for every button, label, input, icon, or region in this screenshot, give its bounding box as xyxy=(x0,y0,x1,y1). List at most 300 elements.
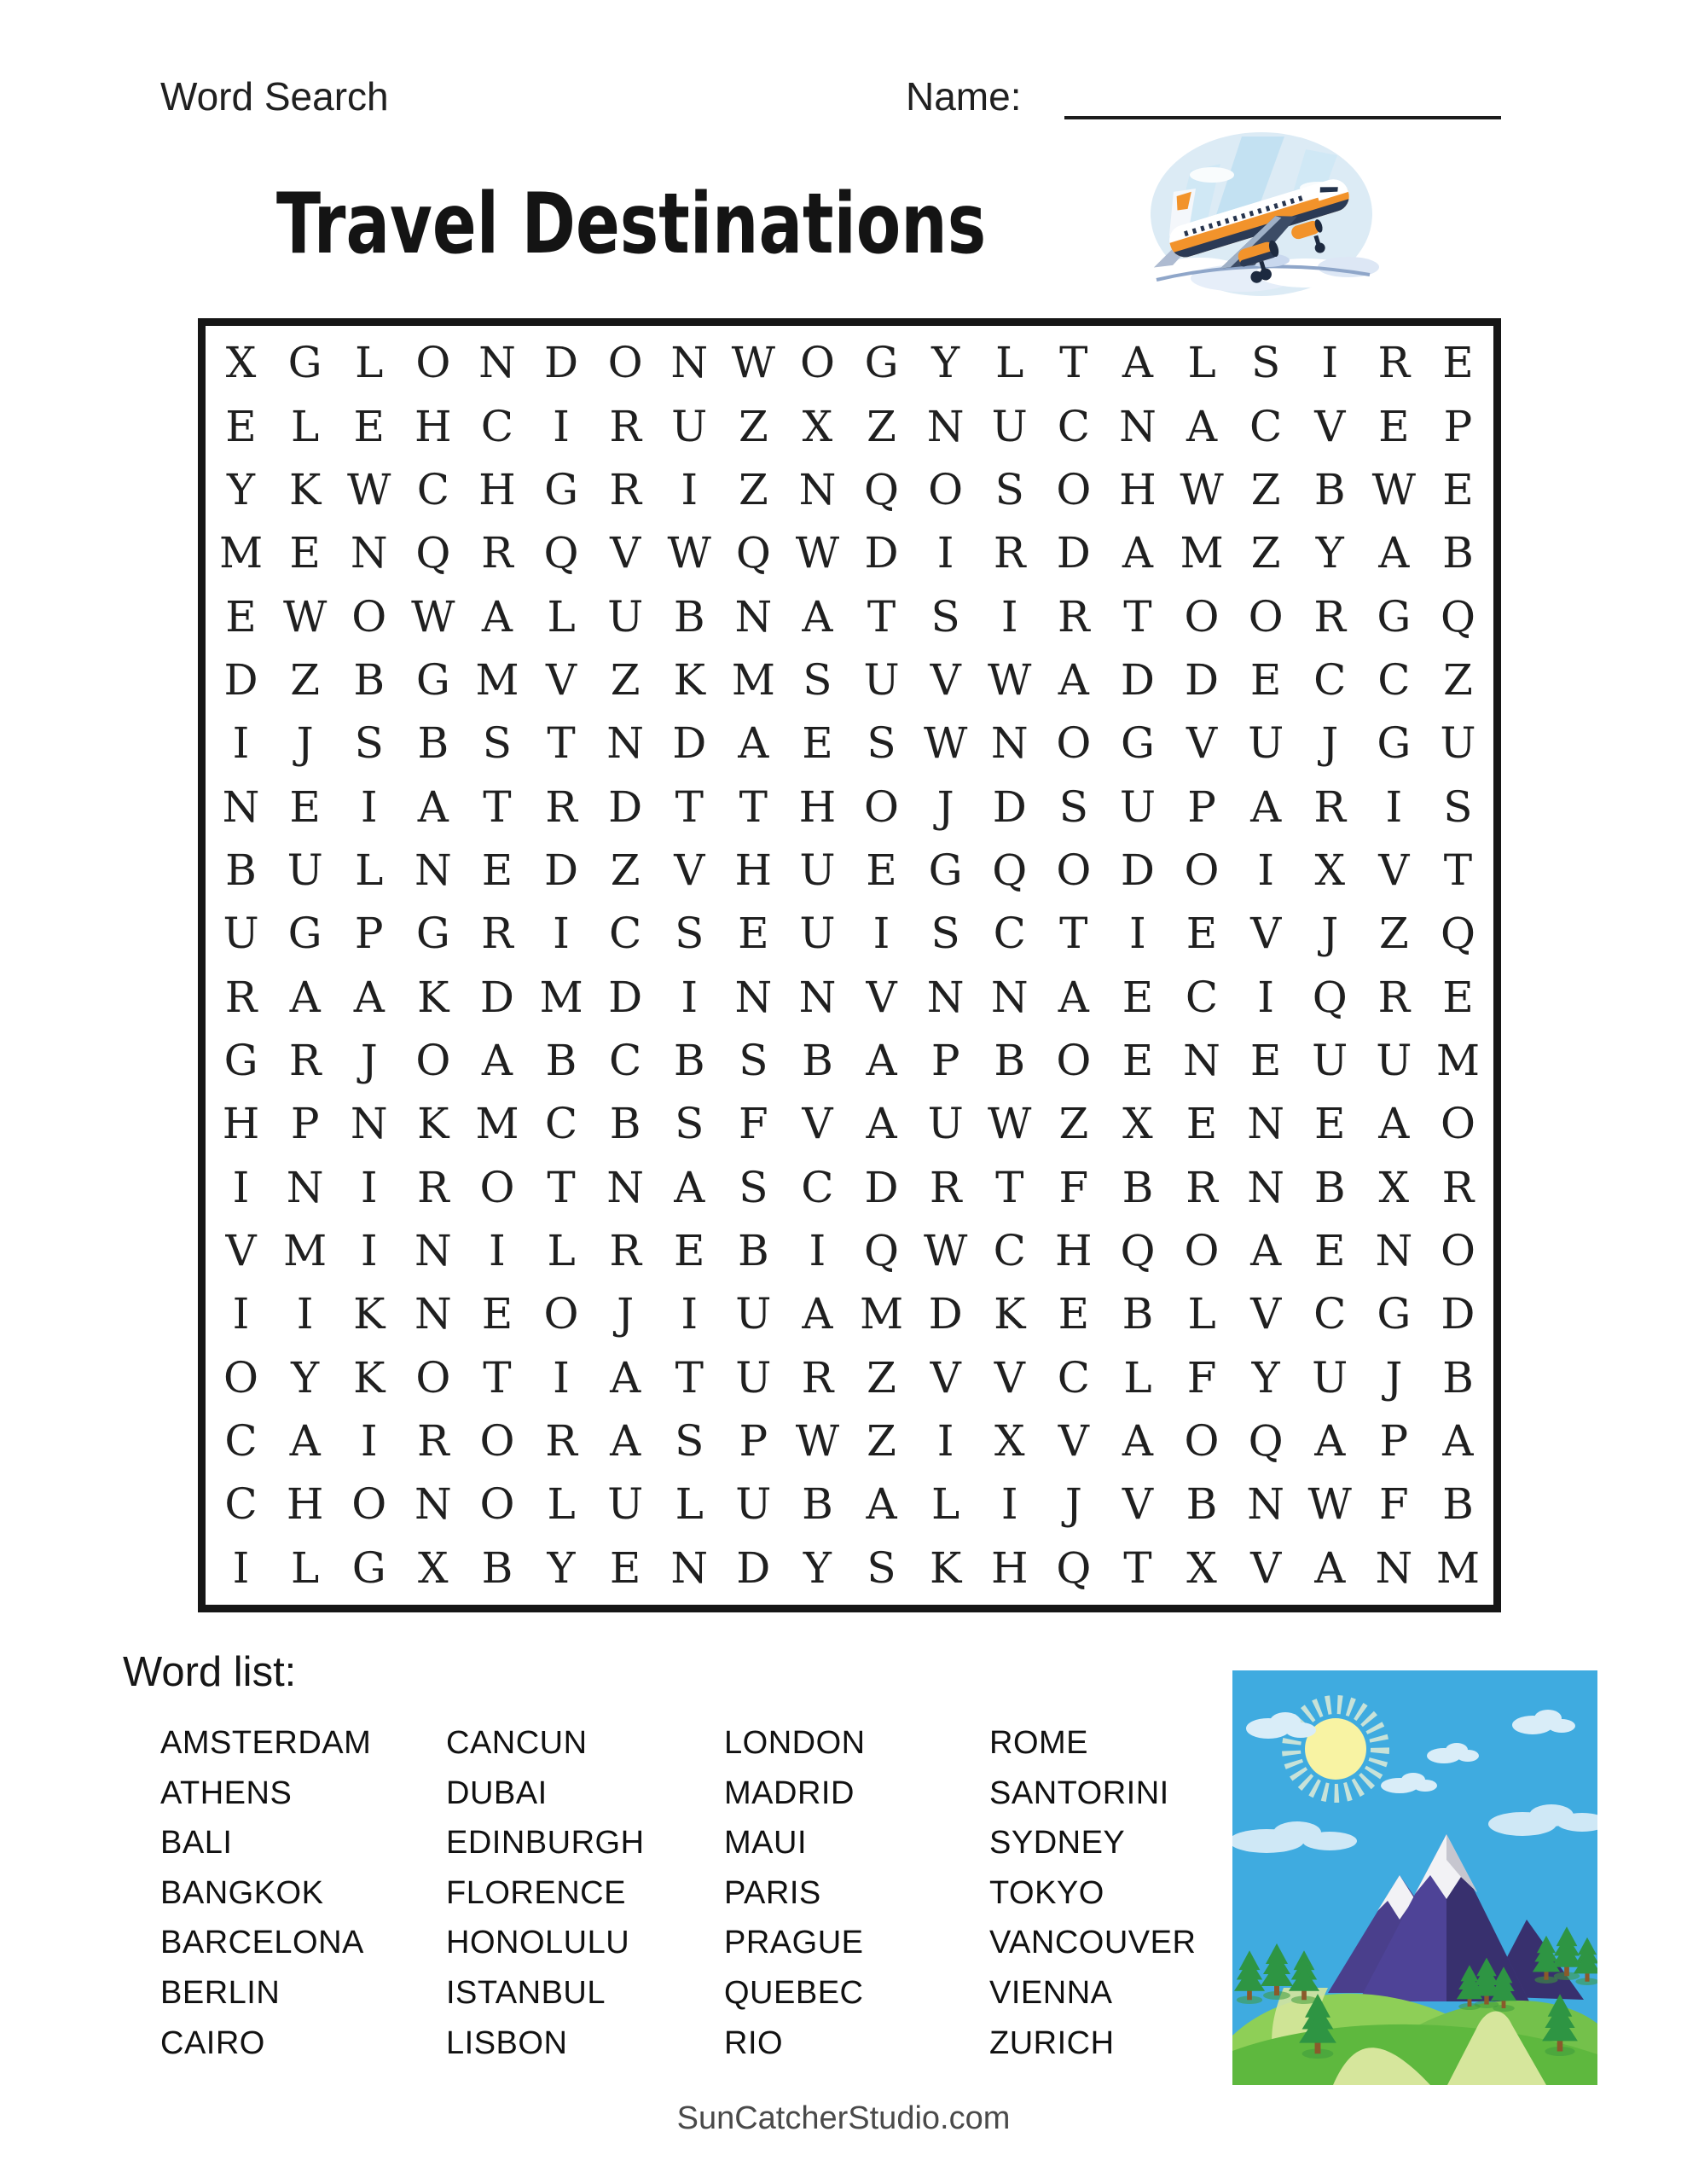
grid-letter: S xyxy=(803,654,832,705)
grid-letter: E xyxy=(1442,338,1474,388)
grid-letter: G xyxy=(544,464,579,514)
grid-letter: B xyxy=(353,654,386,705)
grid-letter: A xyxy=(610,1352,641,1403)
word-list-item: ATHENS xyxy=(160,1774,293,1811)
grid-letter: R xyxy=(1377,972,1411,1022)
grid-letter: O xyxy=(1184,1416,1220,1467)
grid-letter: W xyxy=(1307,1479,1352,1530)
grid-letter: R xyxy=(1058,591,1090,642)
grid-letter: Q xyxy=(1440,591,1475,642)
grid-letter: Z xyxy=(610,845,641,895)
grid-letter: V xyxy=(1314,401,1346,451)
grid-letter: T xyxy=(1443,845,1473,895)
grid-letter: T xyxy=(1059,909,1088,959)
word-list-item: PRAGUE xyxy=(724,1925,864,1961)
grid-letter: G xyxy=(415,654,450,705)
grid-letter: R xyxy=(1313,591,1347,642)
grid-letter: K xyxy=(994,1289,1026,1339)
grid-letter: P xyxy=(739,1416,768,1467)
word-list-item: CAIRO xyxy=(160,2024,265,2061)
grid-letter: X xyxy=(1186,1542,1217,1593)
grid-letter: U xyxy=(607,591,644,642)
grid-letter: Q xyxy=(543,528,579,578)
word-list-item: VIENNA xyxy=(989,1974,1113,2011)
grid-letter: N xyxy=(990,972,1029,1022)
grid-letter: E xyxy=(481,1289,513,1339)
grid-letter: A xyxy=(417,781,449,832)
grid-letter: D xyxy=(479,972,514,1022)
grid-letter: O xyxy=(223,1352,259,1403)
grid-letter: T xyxy=(1123,591,1152,642)
word-list-item: CANCUN xyxy=(446,1725,588,1761)
grid-letter: P xyxy=(290,1099,320,1149)
grid-letter: B xyxy=(1186,1479,1218,1530)
word-list-item: EDINBURGH xyxy=(446,1825,645,1862)
grid-letter: I xyxy=(681,464,699,514)
grid-letter: F xyxy=(1186,1352,1217,1403)
word-search-grid xyxy=(198,318,1501,1612)
grid-letter: A xyxy=(1186,401,1218,451)
grid-letter: N xyxy=(1247,1479,1285,1530)
grid-letter: B xyxy=(673,591,705,642)
grid-letter: X xyxy=(1122,1099,1153,1149)
grid-letter: O xyxy=(351,1479,387,1530)
grid-letter: L xyxy=(1187,338,1216,388)
grid-letter: E xyxy=(1249,1036,1282,1086)
word-list xyxy=(160,1718,1262,2068)
grid-letter: H xyxy=(1055,1226,1093,1276)
grid-letter: F xyxy=(738,1099,768,1149)
grid-letter: W xyxy=(347,464,391,514)
grid-letter: V xyxy=(866,972,897,1022)
grid-letter: R xyxy=(1186,1162,1218,1212)
grid-letter: O xyxy=(543,1289,579,1339)
word-list-item: LISBON xyxy=(446,2024,568,2061)
grid-letter: N xyxy=(1183,1036,1220,1086)
grid-letter: E xyxy=(353,401,385,451)
grid-letter: N xyxy=(798,972,837,1022)
grid-letter: X xyxy=(1378,1162,1410,1212)
grid-letter: J xyxy=(1064,1479,1082,1530)
grid-letter: S xyxy=(867,718,896,769)
grid-letter: M xyxy=(283,1226,328,1276)
grid-letter: I xyxy=(232,1542,250,1593)
grid-letter: B xyxy=(481,1542,513,1593)
word-list-column xyxy=(989,1718,1262,2068)
grid-letter: G xyxy=(1377,718,1412,769)
grid-letter: O xyxy=(415,1352,451,1403)
grid-letter: I xyxy=(296,1289,314,1339)
word-list-item: RIO xyxy=(724,2024,784,2061)
grid-letter: I xyxy=(936,1416,954,1467)
grid-letter: U xyxy=(735,1289,772,1339)
grid-letter: C xyxy=(1313,654,1347,705)
grid-letter: I xyxy=(553,401,570,451)
grid-letter: N xyxy=(350,528,388,578)
grid-letter: S xyxy=(867,1542,896,1593)
grid-letter: A xyxy=(289,1416,321,1467)
grid-letter: M xyxy=(1435,1036,1481,1086)
grid-letter: X xyxy=(225,338,257,388)
grid-letter: K xyxy=(417,1099,449,1149)
grid-letter: V xyxy=(610,528,641,578)
grid-letter: B xyxy=(1313,1162,1346,1212)
grid-letter: M xyxy=(539,972,583,1022)
grid-letter: W xyxy=(988,1099,1032,1149)
grid-letter: I xyxy=(936,528,954,578)
grid-letter: A xyxy=(1314,1416,1346,1467)
grid-letter: E xyxy=(866,845,897,895)
grid-letter: S xyxy=(930,909,960,959)
grid-letter: N xyxy=(926,401,965,451)
grid-letter: Z xyxy=(1058,1099,1089,1149)
grid-letter: N xyxy=(670,1542,709,1593)
grid-letter: Z xyxy=(610,654,641,705)
grid-letter: D xyxy=(608,781,643,832)
grid-letter: O xyxy=(1184,591,1220,642)
grid-letter: O xyxy=(1056,845,1092,895)
grid-letter: M xyxy=(1435,1542,1481,1593)
grid-letter: D xyxy=(608,972,643,1022)
grid-letter: K xyxy=(417,972,449,1022)
grid-letter: I xyxy=(232,1289,250,1339)
grid-letter: E xyxy=(225,401,257,451)
grid-letter: T xyxy=(1123,1542,1152,1593)
airplane-illustration xyxy=(1139,128,1383,302)
grid-letter: L xyxy=(355,845,384,895)
grid-letter: N xyxy=(414,1479,452,1530)
word-list-item: SANTORINI xyxy=(989,1774,1169,1811)
grid-letter: Z xyxy=(290,654,321,705)
grid-letter: A xyxy=(1378,1099,1410,1149)
grid-letter: O xyxy=(799,338,835,388)
grid-letter: V xyxy=(225,1226,257,1276)
grid-letter: G xyxy=(1120,718,1155,769)
grid-letter: R xyxy=(609,1226,641,1276)
grid-letter: O xyxy=(479,1479,515,1530)
grid-letter: E xyxy=(1249,654,1282,705)
grid-letter: S xyxy=(354,718,384,769)
grid-letter: N xyxy=(670,338,709,388)
grid-letter: H xyxy=(798,781,837,832)
grid-letter: T xyxy=(1059,338,1088,388)
grid-letter: M xyxy=(859,1289,904,1339)
grid-letter: H xyxy=(1119,464,1157,514)
grid-letter: R xyxy=(481,528,513,578)
grid-letter: H xyxy=(415,401,452,451)
grid-letter: H xyxy=(734,845,773,895)
grid-letter: D xyxy=(1441,1289,1475,1339)
grid-letter: W xyxy=(411,591,455,642)
grid-letter: C xyxy=(224,1416,258,1467)
grid-letter: M xyxy=(1180,528,1224,578)
grid-letter: V xyxy=(994,1352,1025,1403)
grid-letter: O xyxy=(1440,1226,1475,1276)
grid-letter: I xyxy=(232,718,250,769)
grid-letter: Q xyxy=(864,1226,900,1276)
grid-letter: C xyxy=(1313,1289,1347,1339)
grid-letter: Q xyxy=(1312,972,1348,1022)
grid-letter: K xyxy=(673,654,705,705)
grid-letter: A xyxy=(481,1036,513,1086)
grid-letter: I xyxy=(360,1162,378,1212)
grid-letter: A xyxy=(1058,972,1089,1022)
grid-letter: H xyxy=(990,1542,1029,1593)
grid-letter: N xyxy=(414,1289,452,1339)
grid-letter: N xyxy=(478,338,516,388)
grid-letter: R xyxy=(545,781,577,832)
grid-letter: U xyxy=(671,401,708,451)
grid-letter: U xyxy=(1119,781,1156,832)
grid-letter: W xyxy=(731,338,776,388)
footer-credit: SunCatcherStudio.com xyxy=(676,2100,1011,2136)
grid-letter: D xyxy=(928,1289,963,1339)
puzzle-title: Travel Destinations xyxy=(276,176,987,273)
grid-letter: I xyxy=(681,972,699,1022)
grid-letter: E xyxy=(1442,464,1474,514)
grid-letter: L xyxy=(547,1479,576,1530)
grid-letter: Y xyxy=(291,1352,320,1403)
grid-letter: B xyxy=(1313,464,1346,514)
grid-letter: D xyxy=(992,781,1027,832)
grid-letter: B xyxy=(802,1479,833,1530)
grid-letter: N xyxy=(414,1226,452,1276)
grid-letter: U xyxy=(1376,1036,1412,1086)
grid-letter: A xyxy=(674,1162,705,1212)
grid-letter: E xyxy=(802,718,833,769)
grid-letter: T xyxy=(675,781,704,832)
grid-letter: D xyxy=(1056,528,1091,578)
grid-letter: S xyxy=(994,464,1024,514)
grid-letter: B xyxy=(609,1099,641,1149)
grid-letter: J xyxy=(936,781,954,832)
grid-letter: Y xyxy=(803,1542,832,1593)
grid-letter: U xyxy=(287,845,323,895)
grid-letter: B xyxy=(673,1036,705,1086)
grid-letter: F xyxy=(1058,1162,1089,1212)
grid-letter: R xyxy=(609,401,641,451)
grid-letter: A xyxy=(481,591,513,642)
grid-letter: W xyxy=(923,1226,968,1276)
grid-letter: L xyxy=(931,1479,960,1530)
grid-letter: J xyxy=(1321,718,1339,769)
grid-letter: T xyxy=(547,718,576,769)
grid-letter: E xyxy=(1186,1099,1218,1149)
grid-letter: N xyxy=(414,845,452,895)
grid-letter: E xyxy=(1378,401,1410,451)
grid-letter: J xyxy=(360,1036,378,1086)
grid-letter: D xyxy=(1184,654,1220,705)
grid-letter: L xyxy=(547,1226,576,1276)
grid-letter: W xyxy=(988,654,1032,705)
grid-letter: C xyxy=(1377,654,1411,705)
grid-letter: B xyxy=(1442,1479,1474,1530)
grid-letter: Y xyxy=(227,464,256,514)
grid-letter: D xyxy=(543,338,579,388)
word-list-item: MAUI xyxy=(724,1825,807,1862)
grid-letter: G xyxy=(351,1542,386,1593)
grid-letter: C xyxy=(1249,401,1283,451)
word-list-item: MADRID xyxy=(724,1774,855,1811)
grid-letter: O xyxy=(415,1036,451,1086)
grid-letter: A xyxy=(610,1416,641,1467)
grid-letter: R xyxy=(545,1416,577,1467)
grid-letter: C xyxy=(1057,401,1090,451)
grid-letter: O xyxy=(607,338,643,388)
grid-letter: J xyxy=(1321,909,1339,959)
grid-letter: W xyxy=(282,591,328,642)
grid-letter: Q xyxy=(864,464,900,514)
grid-letter: T xyxy=(675,1352,704,1403)
grid-letter: T xyxy=(547,1162,576,1212)
grid-letter: Y xyxy=(931,338,960,388)
grid-letter: E xyxy=(1313,1099,1346,1149)
grid-letter: P xyxy=(1443,401,1473,451)
grid-letter: A xyxy=(1442,1416,1474,1467)
grid-letter: C xyxy=(993,909,1026,959)
grid-letter: C xyxy=(609,1036,642,1086)
grid-letter: O xyxy=(479,1416,515,1467)
grid-letter: E xyxy=(1313,1226,1346,1276)
grid-letter: L xyxy=(291,1542,320,1593)
grid-letter: Q xyxy=(735,528,771,578)
grid-letter: N xyxy=(734,972,773,1022)
grid-letter: N xyxy=(222,781,260,832)
grid-letter: I xyxy=(489,1226,506,1276)
grid-letter: P xyxy=(930,1036,960,1086)
word-list-item: VANCOUVER xyxy=(989,1925,1197,1961)
grid-letter: R xyxy=(224,972,258,1022)
grid-letter: J xyxy=(296,718,314,769)
grid-letter: V xyxy=(1250,1289,1282,1339)
grid-letter: P xyxy=(354,909,384,959)
grid-letter: W xyxy=(1180,464,1224,514)
grid-letter: C xyxy=(416,464,449,514)
grid-letter: I xyxy=(1321,338,1339,388)
word-list-item: BALI xyxy=(160,1825,233,1862)
grid-letter: T xyxy=(995,1162,1024,1212)
grid-letter: R xyxy=(417,1416,449,1467)
grid-letter: R xyxy=(1377,338,1411,388)
grid-letter: U xyxy=(607,1479,644,1530)
word-list-item: DUBAI xyxy=(446,1774,548,1811)
grid-letter: O xyxy=(351,591,387,642)
grid-letter: U xyxy=(223,909,259,959)
grid-letter: S xyxy=(1251,338,1281,388)
grid-letter: U xyxy=(735,1352,772,1403)
grid-letter: R xyxy=(609,464,641,514)
page-label: Word Search xyxy=(160,74,389,119)
grid-letter: Q xyxy=(1120,1226,1156,1276)
grid-letter: P xyxy=(1187,781,1216,832)
grid-letter: N xyxy=(990,718,1029,769)
grid-letter: C xyxy=(801,1162,834,1212)
grid-letter: G xyxy=(415,909,450,959)
grid-letter: D xyxy=(1120,654,1155,705)
grid-letter: S xyxy=(482,718,513,769)
grid-letter: T xyxy=(483,1352,512,1403)
grid-letter: A xyxy=(1378,528,1410,578)
grid-letter: B xyxy=(1122,1289,1154,1339)
grid-letter: L xyxy=(675,1479,704,1530)
grid-letter: I xyxy=(360,1416,378,1467)
grid-letter: O xyxy=(864,781,900,832)
grid-letter: B xyxy=(225,845,257,895)
word-list-item: ISTANBUL xyxy=(446,1974,606,2011)
grid-letter: D xyxy=(1120,845,1155,895)
grid-letter: Q xyxy=(1248,1416,1284,1467)
grid-letter: W xyxy=(667,528,711,578)
grid-letter: U xyxy=(1312,1352,1348,1403)
grid-letter: R xyxy=(1313,781,1347,832)
grid-letter: E xyxy=(225,591,257,642)
grid-letter: E xyxy=(609,1542,641,1593)
grid-letter: Y xyxy=(547,1542,576,1593)
grid-letter: X xyxy=(1314,845,1346,895)
grid-letter: U xyxy=(1248,718,1284,769)
word-list-item: SYDNEY xyxy=(989,1825,1126,1862)
grid-letter: Q xyxy=(1056,1542,1092,1593)
grid-letter: G xyxy=(287,338,322,388)
grid-letter: S xyxy=(930,591,960,642)
grid-letter: E xyxy=(1122,972,1154,1022)
grid-letter: G xyxy=(864,338,899,388)
grid-letter: D xyxy=(736,1542,771,1593)
grid-letter: T xyxy=(483,781,512,832)
grid-letter: N xyxy=(798,464,837,514)
grid-letter: U xyxy=(927,1099,964,1149)
grid-letter: I xyxy=(681,1289,699,1339)
grid-letter: L xyxy=(355,338,384,388)
grid-letter: L xyxy=(1123,1352,1152,1403)
word-list-item: ROME xyxy=(989,1725,1088,1761)
grid-letter: J xyxy=(1385,1352,1403,1403)
grid-letter: U xyxy=(799,909,836,959)
grid-letter: I xyxy=(1129,909,1146,959)
grid-letter: W xyxy=(1371,464,1417,514)
grid-letter: C xyxy=(1057,1352,1090,1403)
grid-letter: R xyxy=(929,1162,962,1212)
grid-letter: E xyxy=(738,909,769,959)
grid-letter: J xyxy=(617,1289,635,1339)
grid-letter: O xyxy=(1248,591,1284,642)
grid-letter: N xyxy=(606,1162,645,1212)
grid-letter: W xyxy=(795,528,840,578)
word-list-item: LONDON xyxy=(724,1725,866,1761)
grid-letter: C xyxy=(993,1226,1026,1276)
grid-letter: E xyxy=(289,781,321,832)
word-list-item: FLORENCE xyxy=(446,1874,626,1911)
grid-letter: H xyxy=(478,464,516,514)
word-list-item: AMSTERDAM xyxy=(160,1725,372,1761)
grid-letter: B xyxy=(1122,1162,1154,1212)
grid-letter: D xyxy=(672,718,707,769)
grid-letter: K xyxy=(353,1352,386,1403)
word-list-column xyxy=(724,1718,989,2068)
grid-letter: O xyxy=(1056,464,1092,514)
grid-letter: V xyxy=(802,1099,833,1149)
grid-letter: S xyxy=(675,1099,704,1149)
grid-letter: B xyxy=(1442,1352,1474,1403)
grid-letter: D xyxy=(864,528,899,578)
grid-letter: C xyxy=(480,401,514,451)
grid-letter: A xyxy=(1250,1226,1282,1276)
grid-letter: V xyxy=(1058,1416,1089,1467)
grid-letter: L xyxy=(291,401,320,451)
grid-letter: A xyxy=(802,1289,833,1339)
grid-letter: V xyxy=(1122,1479,1153,1530)
grid-letter: R xyxy=(288,1036,322,1086)
